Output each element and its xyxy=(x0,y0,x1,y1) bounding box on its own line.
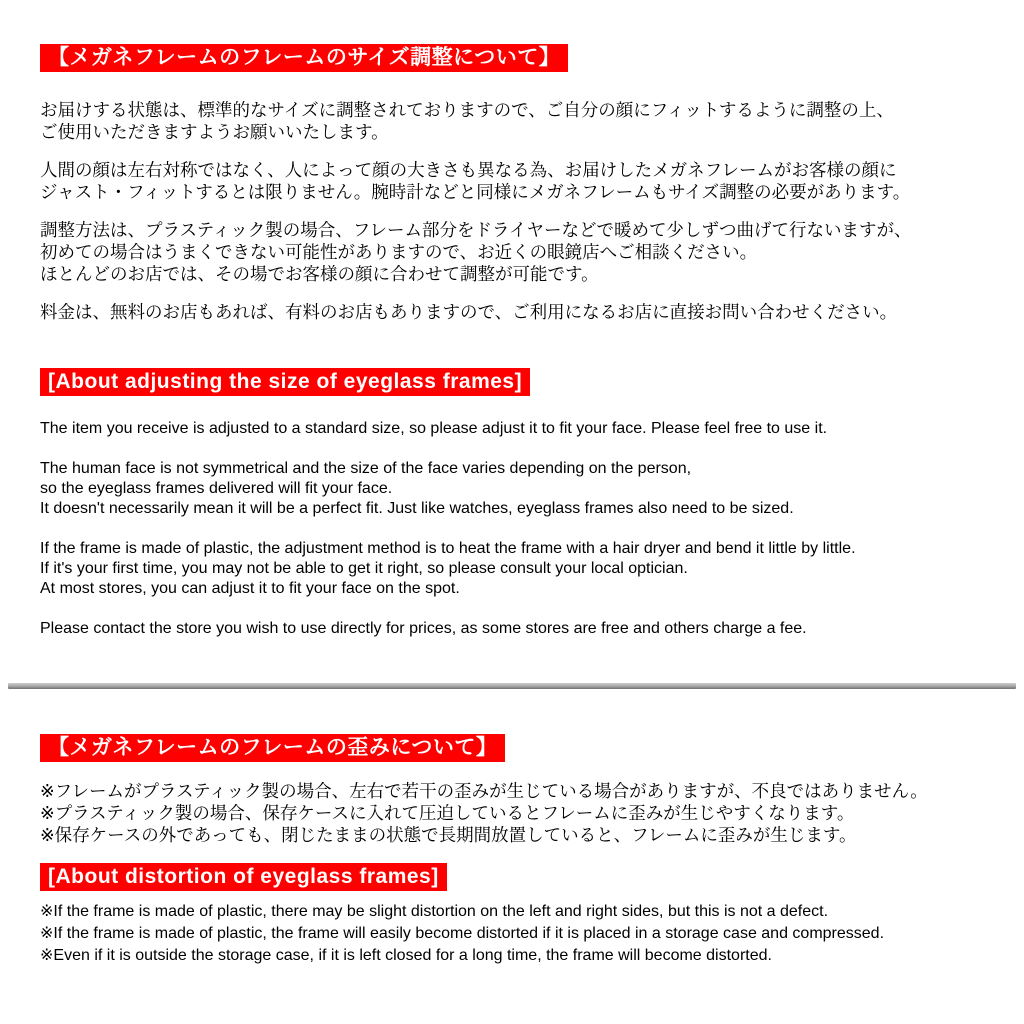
text-line: If the frame is made of plastic, the adjustment method is to heat the frame with a hair dryer and bend it little by little. xyxy=(40,540,856,557)
note-line: ※If the frame is made of plastic, there may be slight distortion on the left and right sides, but this is not a defect. xyxy=(40,903,829,920)
size-section-jp-header: 【メガネフレームのフレームのサイズ調整について】 xyxy=(40,44,568,72)
text-line: 料金は、無料のお店もあれば、有料のお店もありますので、ご利用になるお店に直接お問い合わせください。 xyxy=(40,302,898,322)
text-line: At most stores, you can adjust it to fit your face on the spot. xyxy=(40,580,460,597)
size-section-en-header-row xyxy=(40,368,994,396)
text-line: 人間の顔は左右対称ではなく、人によって顔の大きさも異なる為、お届けしたメガネフレームがお客様の顔に xyxy=(40,160,897,180)
size-jp-paragraph-2 xyxy=(40,159,994,203)
size-en-paragraph-1 xyxy=(40,419,994,439)
note-line: ※If the frame is made of plastic, the frame will easily become distorted if it is placed in a storage case and compressed. xyxy=(40,925,885,942)
text-line: 調整方法は、プラスティック製の場合、フレーム部分をドライヤーなどで暖めて少しずつ曲げて行ないますが、 xyxy=(40,220,912,240)
size-en-paragraph-3 xyxy=(40,539,994,599)
size-section-jp-header-row xyxy=(40,44,994,72)
text-line: ご使用いただきますようお願いいたします。 xyxy=(40,122,389,142)
text-line: ほとんどのお店では、その場でお客様の顔に合わせて調整が可能です。 xyxy=(40,264,599,284)
text-line: お届けする状態は、標準的なサイズに調整されておりますので、ご自分の顔にフィットするように調整の上、 xyxy=(40,100,894,120)
note-line: ※Even if it is outside the storage case, if it is left closed for a long time, the frame will become distorted. xyxy=(40,947,772,964)
distortion-jp-notes xyxy=(40,780,994,846)
section-divider xyxy=(8,683,1016,689)
size-jp-paragraph-3 xyxy=(40,219,994,285)
note-line: ※保存ケースの外であっても、閉じたままの状態で長期間放置していると、フレームに歪みが生じます。 xyxy=(40,825,857,845)
text-line: ジャスト・フィットするとは限りません。腕時計などと同様にメガネフレームもサイズ調整の必要があります。 xyxy=(40,182,911,202)
size-jp-paragraph-1 xyxy=(40,99,994,143)
size-section-en-header: [About adjusting the size of eyeglass frames] xyxy=(40,368,530,396)
size-en-paragraph-4 xyxy=(40,619,994,639)
notice-content xyxy=(0,44,1024,639)
text-line: The item you receive is adjusted to a standard size, so please adjust it to fit your face. Please feel free to use it. xyxy=(40,420,828,437)
text-line: so the eyeglass frames delivered will fit your face. xyxy=(40,480,393,497)
note-line: ※フレームがプラスティック製の場合、左右で若干の歪みが生じている場合がありますが、不良ではありません。 xyxy=(40,781,928,801)
text-line: Please contact the store you wish to use directly for prices, as some stores are free and others charge a fee. xyxy=(40,620,807,637)
text-line: 初めての場合はうまくできない可能性がありますので、お近くの眼鏡店へご相談ください。 xyxy=(40,242,758,262)
text-line: It doesn't necessarily mean it will be a perfect fit. Just like watches, eyeglass frames also need to be sized. xyxy=(40,500,794,517)
text-line: The human face is not symmetrical and the size of the face varies depending on the person, xyxy=(40,460,692,477)
size-jp-paragraph-4 xyxy=(40,301,994,323)
distortion-en-notes xyxy=(40,901,994,967)
size-en-paragraph-2 xyxy=(40,459,994,519)
distortion-section-jp-header-row xyxy=(40,734,994,762)
distortion-section-en-header: [About distortion of eyeglass frames] xyxy=(40,863,447,891)
text-line: If it's your first time, you may not be able to get it right, so please consult your local optician. xyxy=(40,560,688,577)
distortion-content xyxy=(0,734,1024,967)
distortion-section-en-header-row xyxy=(40,863,994,891)
distortion-section-jp-header: 【メガネフレームのフレームの歪みについて】 xyxy=(40,734,505,762)
note-line: ※プラスティック製の場合、保存ケースに入れて圧迫しているとフレームに歪みが生じやすくなります。 xyxy=(40,803,855,823)
